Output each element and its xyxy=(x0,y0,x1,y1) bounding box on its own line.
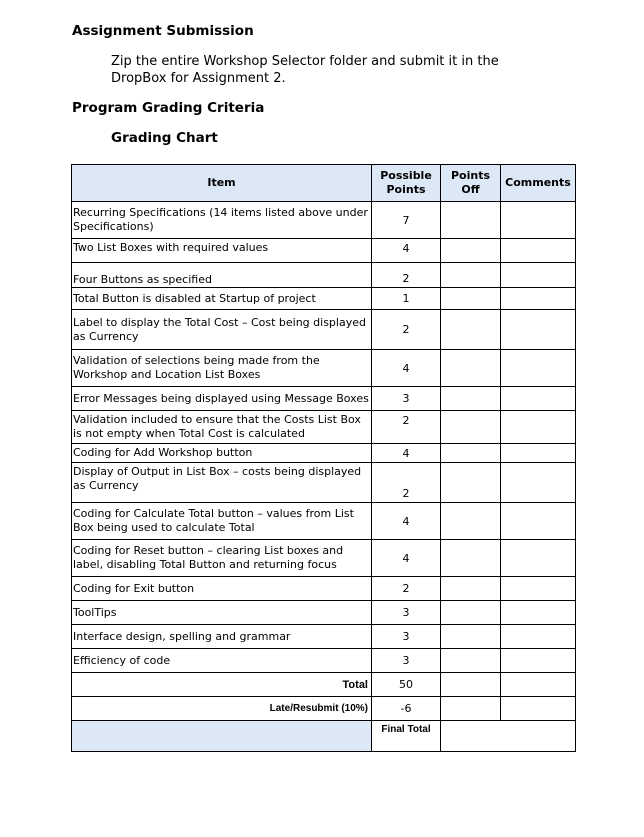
final-total-label: Final Total xyxy=(372,721,441,752)
table-header-row xyxy=(72,165,576,202)
row-item: Coding for Reset button – clearing List boxes and label, disabling Total Button and returning focus xyxy=(72,540,372,577)
row-points-off xyxy=(441,463,501,503)
table-row xyxy=(72,540,576,577)
table-row xyxy=(72,350,576,387)
final-total-row xyxy=(72,721,576,752)
row-points: 2 xyxy=(372,263,441,288)
row-item: Two List Boxes with required values xyxy=(72,239,372,263)
program-grading-criteria-heading: Program Grading Criteria xyxy=(72,100,265,116)
late-points-off xyxy=(441,697,501,721)
row-comments xyxy=(501,411,576,444)
late-resubmit-row xyxy=(72,697,576,721)
table-row xyxy=(72,463,576,503)
row-points: 3 xyxy=(372,625,441,649)
row-points: 1 xyxy=(372,288,441,310)
row-points-off xyxy=(441,202,501,239)
row-comments xyxy=(501,263,576,288)
row-item: Interface design, spelling and grammar xyxy=(72,625,372,649)
late-resubmit-label: Late/Resubmit (10%) xyxy=(72,697,372,721)
row-points: 3 xyxy=(372,387,441,411)
table-row xyxy=(72,411,576,444)
row-item: Coding for Calculate Total button – values from List Box being used to calculate Total xyxy=(72,503,372,540)
table-row xyxy=(72,649,576,673)
row-points-off xyxy=(441,503,501,540)
row-points: 4 xyxy=(372,350,441,387)
grading-chart-heading: Grading Chart xyxy=(111,130,218,146)
table-row xyxy=(72,625,576,649)
header-possible-points: Possible Points xyxy=(372,165,441,202)
table-row xyxy=(72,577,576,601)
row-points: 2 xyxy=(372,310,441,350)
row-points-off xyxy=(441,239,501,263)
grading-table xyxy=(71,164,576,752)
row-points: 2 xyxy=(372,463,441,503)
table-row xyxy=(72,503,576,540)
row-item: Efficiency of code xyxy=(72,649,372,673)
late-comments xyxy=(501,697,576,721)
row-points: 4 xyxy=(372,239,441,263)
header-item: Item xyxy=(72,165,372,202)
row-comments xyxy=(501,540,576,577)
row-comments xyxy=(501,649,576,673)
row-comments xyxy=(501,463,576,503)
row-points: 2 xyxy=(372,411,441,444)
row-comments xyxy=(501,288,576,310)
row-points: 4 xyxy=(372,503,441,540)
final-total-value xyxy=(441,721,576,752)
row-points-off xyxy=(441,263,501,288)
row-points: 3 xyxy=(372,649,441,673)
row-points-off xyxy=(441,350,501,387)
row-points-off xyxy=(441,577,501,601)
total-value: 50 xyxy=(372,673,441,697)
row-points: 4 xyxy=(372,444,441,463)
table-row xyxy=(72,387,576,411)
row-item: Display of Output in List Box – costs being displayed as Currency xyxy=(72,463,372,503)
row-points: 3 xyxy=(372,601,441,625)
row-item: Error Messages being displayed using Message Boxes xyxy=(72,387,372,411)
table-row xyxy=(72,202,576,239)
row-points: 7 xyxy=(372,202,441,239)
total-comments xyxy=(501,673,576,697)
total-label: Total xyxy=(72,673,372,697)
table-row xyxy=(72,288,576,310)
row-item: Total Button is disabled at Startup of project xyxy=(72,288,372,310)
row-points-off xyxy=(441,625,501,649)
late-resubmit-value: -6 xyxy=(372,697,441,721)
row-points-off xyxy=(441,411,501,444)
row-comments xyxy=(501,625,576,649)
row-item: Four Buttons as specified xyxy=(72,263,372,288)
row-item: Coding for Add Workshop button xyxy=(72,444,372,463)
row-points-off xyxy=(441,310,501,350)
row-points-off xyxy=(441,649,501,673)
table-row xyxy=(72,444,576,463)
table-row xyxy=(72,263,576,288)
row-points-off xyxy=(441,288,501,310)
row-points: 4 xyxy=(372,540,441,577)
table-row xyxy=(72,239,576,263)
header-points-off: Points Off xyxy=(441,165,501,202)
row-points-off xyxy=(441,601,501,625)
total-row xyxy=(72,673,576,697)
table-row xyxy=(72,601,576,625)
row-item: Validation included to ensure that the Costs List Box is not empty when Total Cost is calculated xyxy=(72,411,372,444)
row-item: Recurring Specifications (14 items listed above under Specifications) xyxy=(72,202,372,239)
table-row xyxy=(72,310,576,350)
row-comments xyxy=(501,577,576,601)
row-item: Validation of selections being made from the Workshop and Location List Boxes xyxy=(72,350,372,387)
row-comments xyxy=(501,444,576,463)
row-comments xyxy=(501,387,576,411)
row-comments xyxy=(501,350,576,387)
row-points-off xyxy=(441,387,501,411)
final-total-spacer xyxy=(72,721,372,752)
row-points: 2 xyxy=(372,577,441,601)
row-points-off xyxy=(441,540,501,577)
row-comments xyxy=(501,202,576,239)
assignment-submission-heading: Assignment Submission xyxy=(72,23,254,39)
row-comments xyxy=(501,239,576,263)
row-comments xyxy=(501,601,576,625)
row-item: Label to display the Total Cost – Cost being displayed as Currency xyxy=(72,310,372,350)
total-points-off xyxy=(441,673,501,697)
row-item: ToolTips xyxy=(72,601,372,625)
row-points-off xyxy=(441,444,501,463)
row-comments xyxy=(501,310,576,350)
row-item: Coding for Exit button xyxy=(72,577,372,601)
header-comments: Comments xyxy=(501,165,576,202)
row-comments xyxy=(501,503,576,540)
submission-instructions: Zip the entire Workshop Selector folder and submit it in the DropBox for Assignment 2. xyxy=(111,54,499,86)
